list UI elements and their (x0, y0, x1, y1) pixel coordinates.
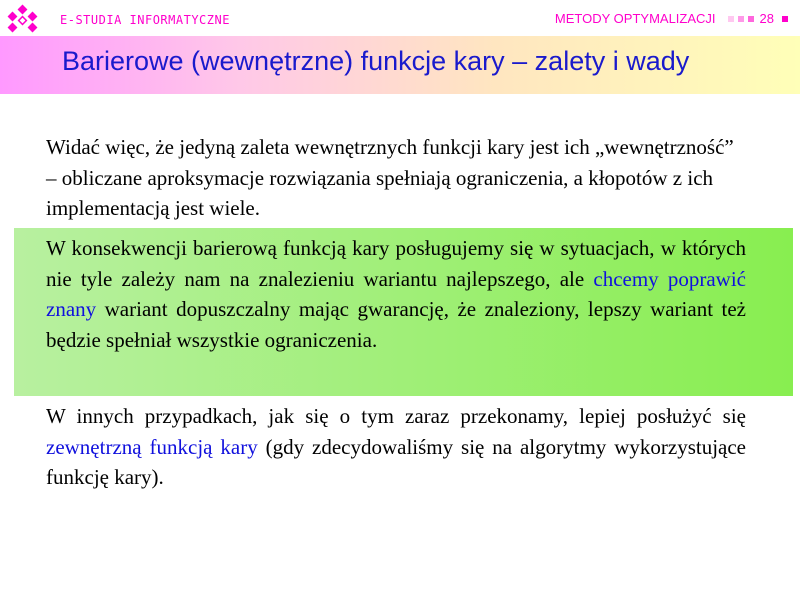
brand-name: E-STUDIA INFORMATYCZNE (60, 13, 230, 27)
paragraph-2-highlight: chcemy poprawić znany (46, 266, 746, 321)
paragraph-1: Widać więc, że jedyną zaleta wewnętrznych funkcji kary jest ich „wewnętrzność” – obliczane aproksymacje rozwiązania spełniają ograniczenia, a kłopotów z ich implementacją jest wiele. (46, 135, 734, 220)
paragraph-2-text: W konsekwencji barierową funkcją kary posługujemy się w sytuacjach, w których nie tyle zależy nam na znalezieniu wariantu najlepszego, ale (46, 236, 746, 291)
paragraph-2-text-end: wariant dopuszczalny mając gwarancję, że znaleziony, lepszy wariant też będzie spełniał wszystkie ograniczenia. (46, 297, 746, 352)
e-studia-logo-icon (6, 4, 40, 38)
square-icon (748, 16, 754, 22)
slide-title: Barierowe (wewnętrzne) funkcje kary – zalety i wady (62, 46, 690, 76)
square-icon (782, 16, 788, 22)
paragraph-3-text-end: (gdy zdecydowaliśmy się na algorytmy wykorzystujące funkcję kary). (46, 434, 746, 489)
square-icon (728, 16, 734, 22)
course-title: METODY OPTYMALIZACJI (554, 11, 716, 26)
square-icon (738, 16, 744, 22)
paragraph-3-highlight: zewnętrzną funkcją kary (46, 434, 258, 459)
paragraph-3-text: W innych przypadkach, jak się o tym zaraz przekonamy, lepiej posłużyć się (46, 404, 746, 428)
slide-header-right (555, 11, 788, 26)
page-number: 28 (759, 11, 774, 26)
paragraph-2 (46, 233, 746, 355)
paragraph-3 (46, 401, 746, 493)
